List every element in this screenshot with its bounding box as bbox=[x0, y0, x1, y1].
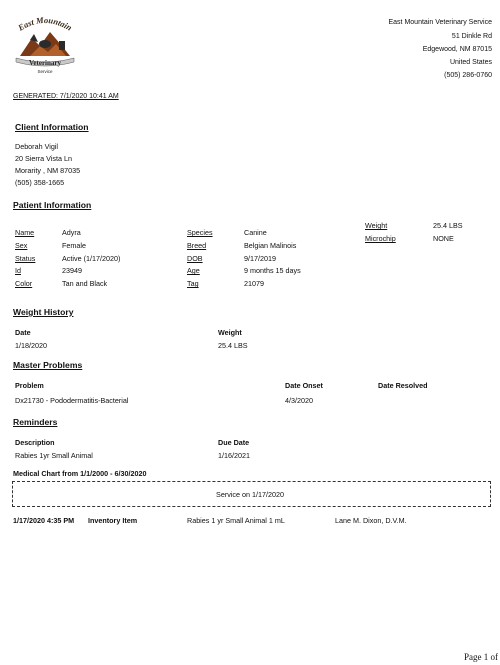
label-status: Status bbox=[15, 254, 36, 263]
medical-chart-heading: Medical Chart from 1/1/2000 - 6/30/2020 bbox=[13, 469, 147, 478]
value-species: Canine bbox=[244, 228, 267, 237]
weight-row-date: 1/18/2020 bbox=[15, 341, 47, 350]
reminder-col-due: Due Date bbox=[218, 438, 250, 447]
clinic-country: United States bbox=[449, 59, 492, 66]
patient-heading: Patient Information bbox=[13, 200, 92, 210]
client-street: 20 Sierra Vista Ln bbox=[15, 154, 73, 163]
label-age: Age bbox=[187, 266, 200, 275]
value-tag: 21079 bbox=[244, 279, 264, 288]
weight-history-heading: Weight History bbox=[13, 307, 74, 317]
client-phone: (505) 358-1665 bbox=[15, 178, 65, 187]
value-status: Active (1/17/2020) bbox=[62, 254, 121, 263]
weight-col-date: Date bbox=[15, 328, 31, 337]
logo-service: Service bbox=[37, 69, 53, 74]
value-weight: 25.4 LBS bbox=[433, 221, 463, 230]
reminder-row-due: 1/16/2021 bbox=[218, 451, 250, 460]
reminder-col-desc: Description bbox=[15, 438, 55, 447]
label-weight: Weight bbox=[365, 221, 388, 230]
client-city: Morarity , NM 87035 bbox=[15, 166, 81, 175]
client-name: Deborah Vigil bbox=[15, 142, 59, 151]
clinic-phone: (505) 286-0760 bbox=[444, 72, 492, 79]
client-heading: Client Information bbox=[15, 122, 89, 132]
clinic-street: 51 Dinkle Rd bbox=[451, 33, 492, 40]
page-number: Page 1 of bbox=[464, 652, 498, 662]
label-breed: Breed bbox=[187, 241, 207, 250]
svg-text:East Mountain bbox=[15, 15, 74, 33]
label-color: Color bbox=[15, 279, 33, 288]
clinic-city: Edgewood, NM 87015 bbox=[422, 46, 492, 53]
value-name: Adyra bbox=[62, 228, 81, 237]
label-id: Id bbox=[15, 266, 21, 275]
entry-provider: Lane M. Dixon, D.V.M. bbox=[335, 516, 407, 525]
problem-col-problem: Problem bbox=[15, 381, 44, 390]
logo-title: East Mountain bbox=[16, 14, 74, 33]
label-name: Name bbox=[15, 228, 35, 237]
value-breed: Belgian Malinois bbox=[244, 241, 297, 250]
reminders-heading: Reminders bbox=[13, 417, 58, 427]
problem-row-onset: 4/3/2020 bbox=[285, 396, 313, 405]
value-id: 23949 bbox=[62, 266, 82, 275]
value-microchip: NONE bbox=[433, 234, 454, 243]
value-dob: 9/17/2019 bbox=[244, 254, 276, 263]
value-color: Tan and Black bbox=[62, 279, 108, 288]
problem-col-onset: Date Onset bbox=[285, 381, 323, 390]
value-sex: Female bbox=[62, 241, 86, 250]
service-date: Service on 1/17/2020 bbox=[216, 490, 284, 499]
generated-timestamp: GENERATED: 7/1/2020 10:41 AM bbox=[13, 93, 119, 100]
clinic-name: East Mountain Veterinary Service bbox=[388, 19, 492, 26]
clinic-logo bbox=[10, 10, 80, 78]
label-dob: DOB bbox=[187, 254, 203, 263]
problem-col-resolved: Date Resolved bbox=[378, 381, 428, 390]
value-age: 9 months 15 days bbox=[244, 266, 301, 275]
entry-item: Rabies 1 yr Small Animal 1 mL bbox=[187, 516, 285, 525]
reminder-row-desc: Rabies 1yr Small Animal bbox=[15, 451, 93, 460]
label-sex: Sex bbox=[15, 241, 28, 250]
master-problems-heading: Master Problems bbox=[13, 360, 83, 370]
label-microchip: Microchip bbox=[365, 234, 396, 243]
entry-datetime: 1/17/2020 4:35 PM bbox=[13, 516, 75, 525]
weight-col-weight: Weight bbox=[218, 328, 242, 337]
logo-subtitle: Veterinary bbox=[28, 59, 62, 67]
problem-row-problem: Dx21730 - Pododermatitis-Bacterial bbox=[15, 396, 129, 405]
label-species: Species bbox=[187, 228, 213, 237]
weight-row-weight: 25.4 LBS bbox=[218, 341, 248, 350]
entry-type: Inventory Item bbox=[88, 516, 138, 525]
label-tag: Tag bbox=[187, 279, 199, 288]
